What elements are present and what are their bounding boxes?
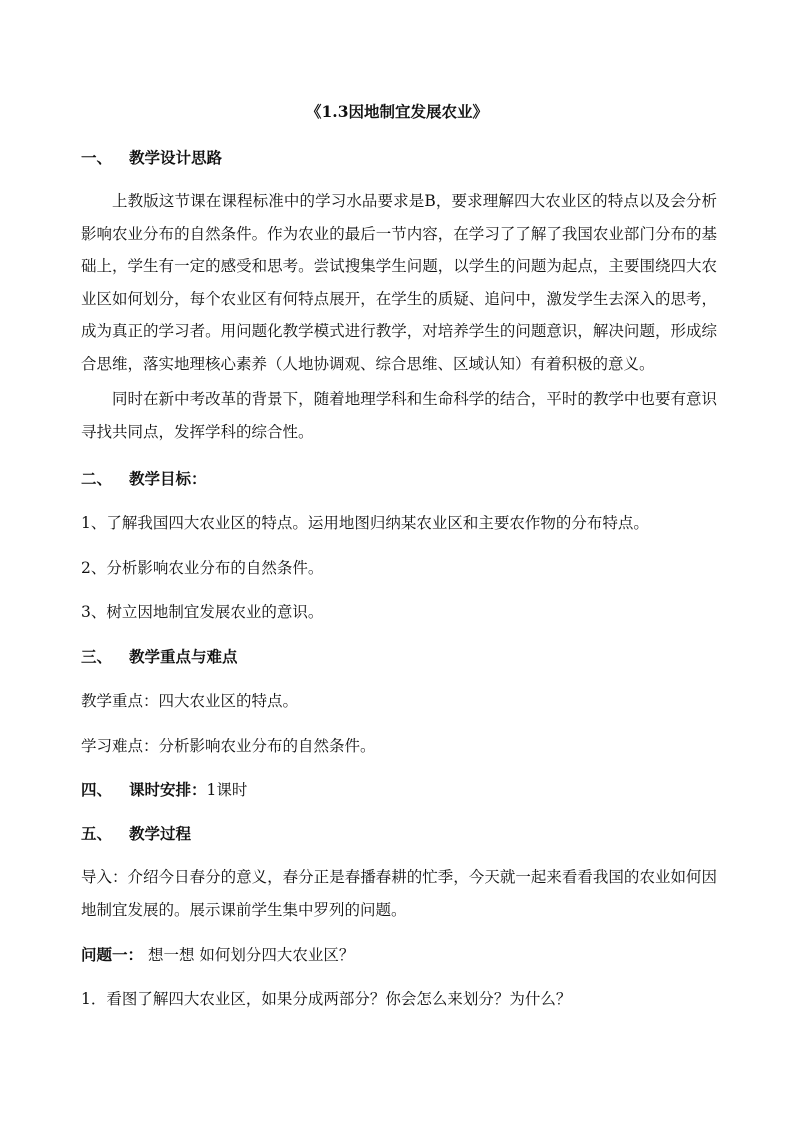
section-title: 教学设计思路 bbox=[129, 148, 223, 167]
section-number: 一、 bbox=[81, 148, 113, 167]
objective-item: 2、分析影响农业分布的自然条件。 bbox=[81, 559, 324, 577]
section-title: 教学目标： bbox=[129, 469, 207, 488]
paragraph-introduction: 导入：介绍今日春分的意义，春分正是春播春耕的忙季，今天就一起来看看我国的农业如何因地制宜发展的。展示课前学生集中罗列的问题。 bbox=[81, 868, 717, 919]
question-one-item: 1．看图了解四大农业区，如果分成两部分？你会怎么来划分？为什么？ bbox=[81, 990, 572, 1008]
section-number: 三、 bbox=[81, 647, 113, 666]
objective-item: 1、了解我国四大农业区的特点。运用地图归纳某农业区和主要农作物的分布特点。 bbox=[81, 514, 649, 532]
question-label: 问题一： bbox=[81, 945, 144, 964]
paragraph-design-idea: 上教版这节课在课程标准中的学习水品要求是B，要求理解四大农业区的特点以及会分析影响农业分布的自然条件。作为农业的最后一节内容，在学习了了解了我国农业部门分布的基础上，学生有一定的感受和思考。尝试搜集学生问题，以学生的问题为起点，主要围绕四大农业区如何划分，每个农业区有何特点展开，在学生的质疑、追问中，激发学生去深入的思考，成为真正的学习者。用问题化教学模式进行教学，对培养学生的问题意识，解决问题，形成综合思维，落实地理核心素养（人地协调观、综合思维、区域认知）有着积极的意义。 bbox=[81, 192, 717, 373]
section-title: 教学重点与难点 bbox=[129, 647, 238, 666]
learning-difficulty: 学习难点：分析影响农业分布的自然条件。 bbox=[81, 737, 376, 755]
section-heading-objectives bbox=[81, 468, 207, 490]
section-heading-process bbox=[81, 823, 191, 845]
section-heading-design-idea bbox=[81, 147, 222, 169]
question-text: 想一想 如何划分四大农业区？ bbox=[143, 946, 355, 964]
paragraph-curriculum-reform: 同时在新中考改革的背景下，随着地理学科和生命科学的结合，平时的教学中也要有意识寻找共同点，发挥学科的综合性。 bbox=[81, 390, 717, 441]
section-title: 教学过程 bbox=[129, 824, 192, 843]
teaching-key-point: 教学重点：四大农业区的特点。 bbox=[81, 692, 299, 710]
document-title: 《1.3因地制宜发展农业》 bbox=[306, 102, 488, 121]
schedule-value: 1课时 bbox=[206, 781, 248, 799]
section-title: 课时安排： bbox=[129, 780, 207, 799]
section-number: 二、 bbox=[81, 469, 113, 488]
section-number: 五、 bbox=[81, 824, 113, 843]
objective-item: 3、树立因地制宜发展农业的意识。 bbox=[81, 603, 324, 621]
section-heading-schedule bbox=[81, 779, 247, 801]
question-one bbox=[81, 944, 354, 966]
section-number: 四、 bbox=[81, 780, 113, 799]
section-heading-key-points bbox=[81, 646, 238, 668]
